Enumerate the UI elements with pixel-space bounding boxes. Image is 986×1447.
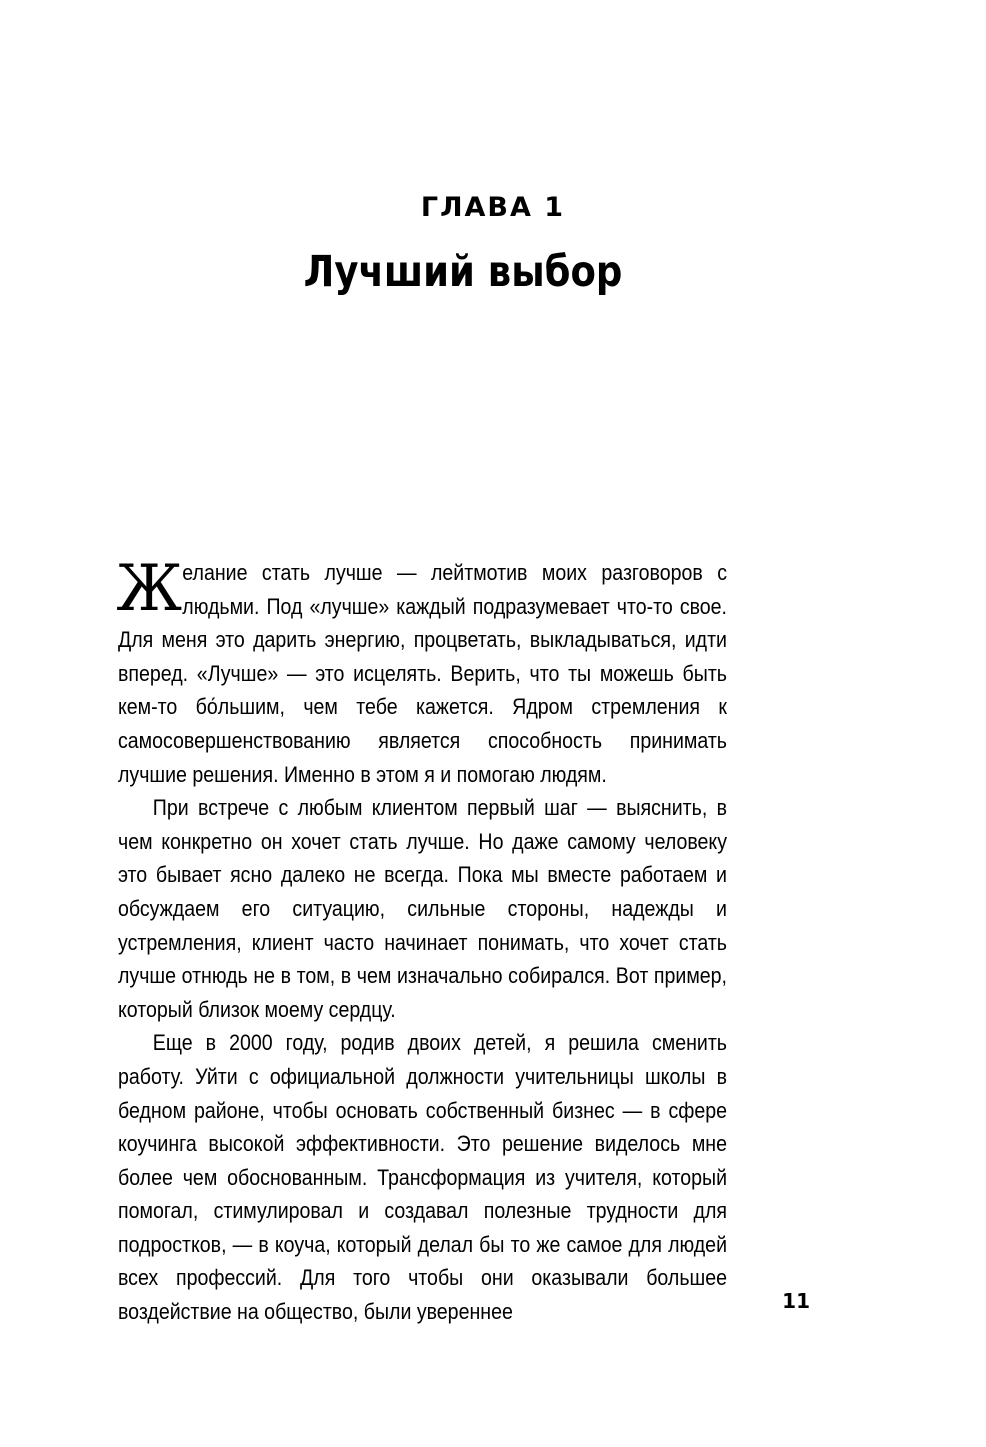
paragraph-1-text: елание стать лучше — лейтмотив моих разговоров с людьми. Под «лучше» каждый подразумевает что-то свое. Для меня это дарить энергию, процветать, выкладываться, идти вперед. «Лучше» — это исцелять. Верить, что ты можешь быть кем-то бо́льшим, чем тебе кажется. Ядром стремления к самосовершенствованию является способность принимать лучшие решения. Именно в этом я и помогаю людям. [118,560,727,787]
paragraph-3: Еще в 2000 году, родив двоих детей, я решила сменить работу. Уйти с официальной должности учительницы школы в бедном районе, чтобы основать собственный бизнес — в сфере коучинга высокой эффективности. Это решение виделось мне более чем обоснованным. Трансформация из учителя, который помогал, стимулировал и создавал полезные трудности для подростков, — в коуча, который делал бы то же самое для людей всех профессий. Для того чтобы они оказывали большее воздействие на общество, были увереннее [118,1030,728,1325]
chapter-label: ГЛАВА 1 [420,192,566,223]
page-number: 11 [782,1289,810,1313]
chapter-title: Лучший выбор [303,247,623,297]
drop-cap: Ж [116,552,183,626]
paragraph-2: При встрече с любым клиентом первый шаг — выяснить, в чем конкретно он хочет стать лучше. Но даже самому человеку это бывает ясно далеко не всегда. Пока мы вместе работаем и обсуждаем его ситуацию, сильные стороны, надежды и устремления, клиент часто начинает понимать, что хочет стать лучше отнюдь не в том, в чем изначально собирался. Вот пример, который близок моему сердцу. [118,795,728,1022]
paragraph-1 [116,552,727,791]
body-text [116,552,728,1329]
